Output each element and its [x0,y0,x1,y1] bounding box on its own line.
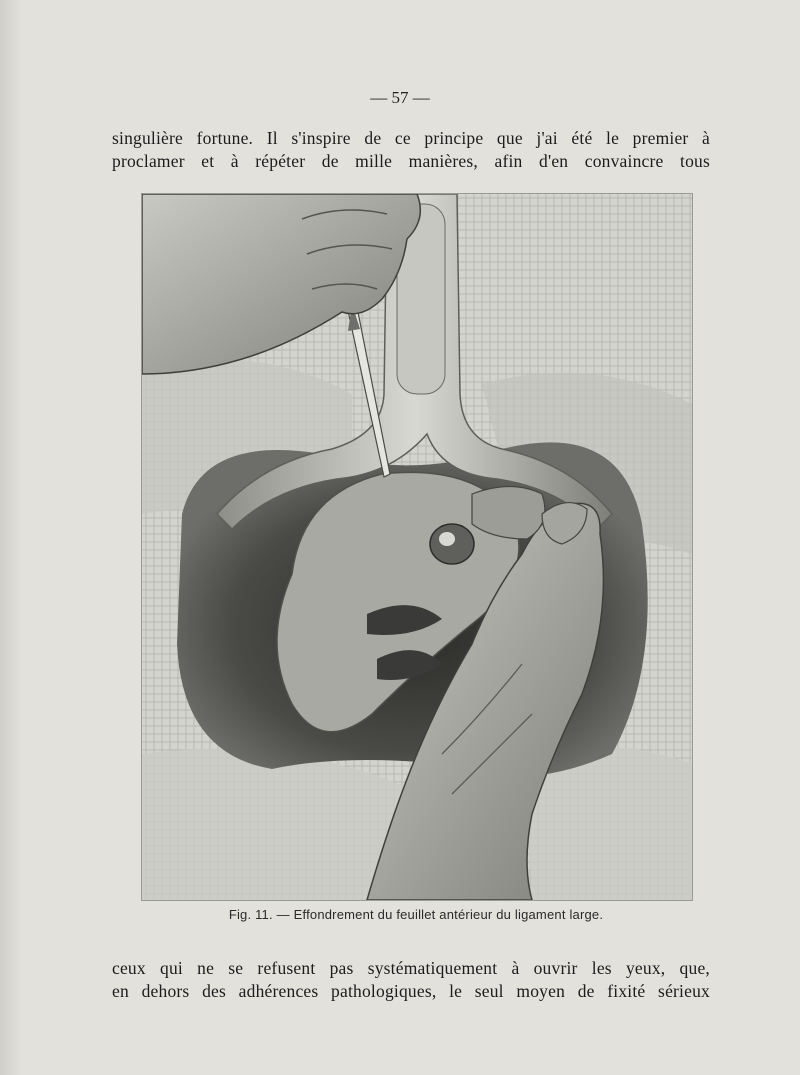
paragraph-bottom [112,957,710,1003]
text-line: ceux qui ne se refusent pas systématiquement à ouvrir les yeux, que, [112,958,710,978]
text-line: proclamer et à répéter de mille manières, afin d'en convaincre tous [112,151,710,171]
figure-caption: Fig. 11. — Effondrement du feuillet antérieur du ligament large. [228,907,604,922]
surgical-illustration [141,193,693,901]
illustration-drawing [142,194,692,900]
page-number: — 57 — [370,88,430,107]
page-edge-shadow [0,0,22,1075]
text-line: singulière fortune. Il s'inspire de ce principe que j'ai été le premier à [112,128,710,148]
paragraph-top [112,127,710,173]
finger [472,487,545,540]
text-line: en dehors des adhérences pathologiques, le seul moyen de fixité sérieux [112,981,710,1001]
